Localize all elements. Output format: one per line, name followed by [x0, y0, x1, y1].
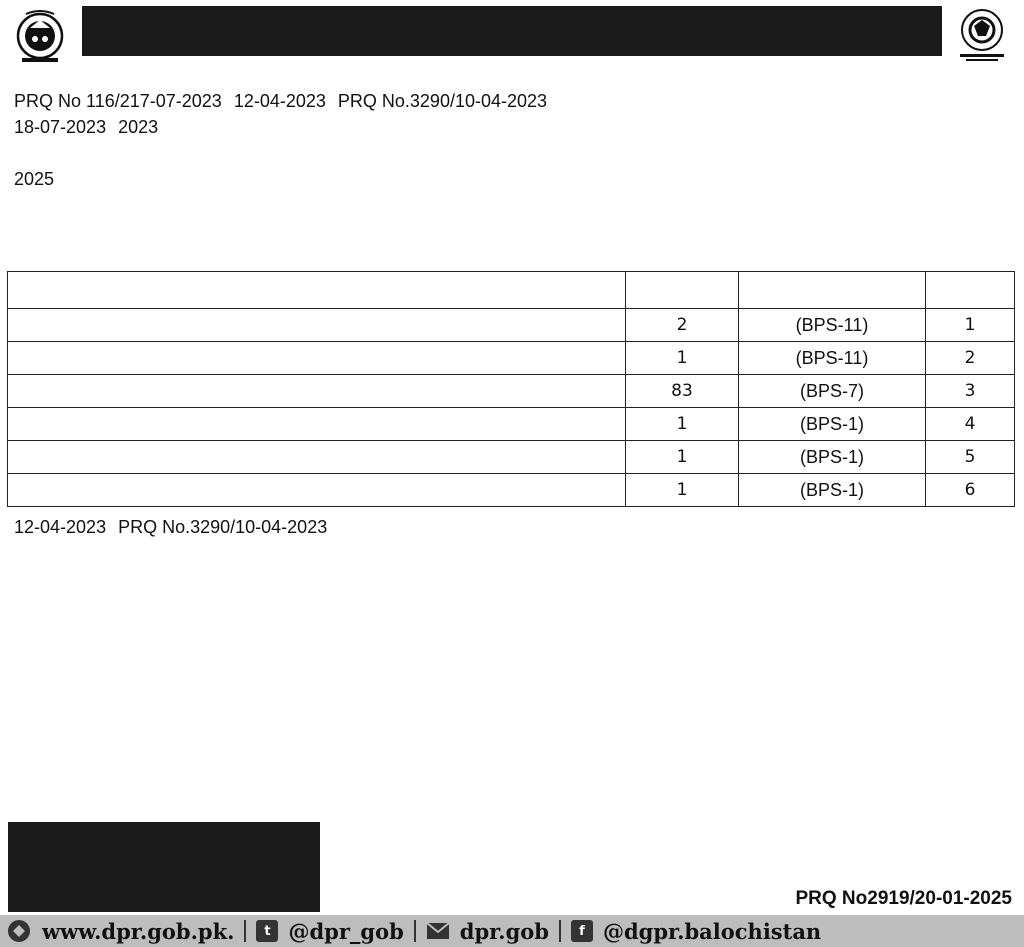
table-row: 83 (BPS-7) 3 [8, 375, 1015, 408]
table-row: 1 (BPS-1) 6 [8, 474, 1015, 507]
footer-bar [0, 915, 1024, 947]
notes-section [8, 514, 1016, 814]
table-header-row [8, 272, 1015, 309]
prq-number: PRQ No2919/20-01-2025 [795, 888, 1012, 909]
footer-email-handle[interactable]: dpr.gob [459, 918, 549, 944]
intro-line-6 [8, 192, 1016, 218]
intro-line-4 [8, 140, 1016, 166]
footer-divider [244, 920, 246, 942]
footer-divider [559, 920, 561, 942]
header-serial [926, 272, 1015, 309]
facebook-icon: f [571, 920, 593, 942]
footer-website[interactable]: www.dpr.gob.pk. [42, 918, 235, 944]
table-row: 1 (BPS-1) 4 [8, 408, 1015, 441]
footer-divider [414, 920, 416, 942]
prq-reference-2: PRQ No 116/217-07-2023 [14, 90, 222, 111]
notes-line-2 [8, 540, 1016, 566]
header-count [626, 272, 739, 309]
table-row: 1 (BPS-11) 2 [8, 342, 1015, 375]
notes-line-7 [8, 670, 1016, 696]
email-icon [426, 921, 450, 941]
header-post-name [739, 272, 926, 309]
header-qualification [8, 272, 626, 309]
notes-line-8 [8, 696, 1016, 722]
notes-line-10 [8, 748, 1016, 774]
intro-line-3: 2023 18-07-2023 [14, 116, 159, 137]
posts-table [7, 271, 1015, 507]
announcement-banner [82, 6, 942, 56]
dpr-logo-icon [6, 918, 32, 944]
intro-line-1 [8, 62, 1016, 88]
intro-line-2 [8, 88, 1016, 114]
intro-line-5: 2025 [14, 168, 55, 189]
notes-line-11 [8, 774, 1016, 800]
govt-balochistan-emblem-icon [950, 6, 1014, 64]
prq-reference: PRQ No.3290/10-04-2023 [337, 90, 548, 111]
table-row: 1 (BPS-1) 5 [8, 441, 1015, 474]
twitter-icon: t [256, 920, 278, 942]
notes-line-4 [8, 592, 1016, 618]
notes-line-9 [8, 722, 1016, 748]
levies-force-emblem-icon [8, 6, 72, 64]
notes-line-3 [8, 566, 1016, 592]
intro-paragraph [8, 62, 1016, 272]
notes-line-1: PRQ No.3290/10-04-2023 12-04-2023 [14, 516, 328, 537]
notes-line-5 [8, 618, 1016, 644]
intro-date: 12-04-2023 [233, 90, 326, 111]
signature-block [8, 822, 320, 912]
table-row: 2 (BPS-11) 1 [8, 309, 1015, 342]
notes-line-6 [8, 644, 1016, 670]
footer-facebook[interactable]: @dgpr.balochistan [603, 918, 822, 944]
footer-twitter[interactable]: @dpr_gob [288, 918, 404, 944]
